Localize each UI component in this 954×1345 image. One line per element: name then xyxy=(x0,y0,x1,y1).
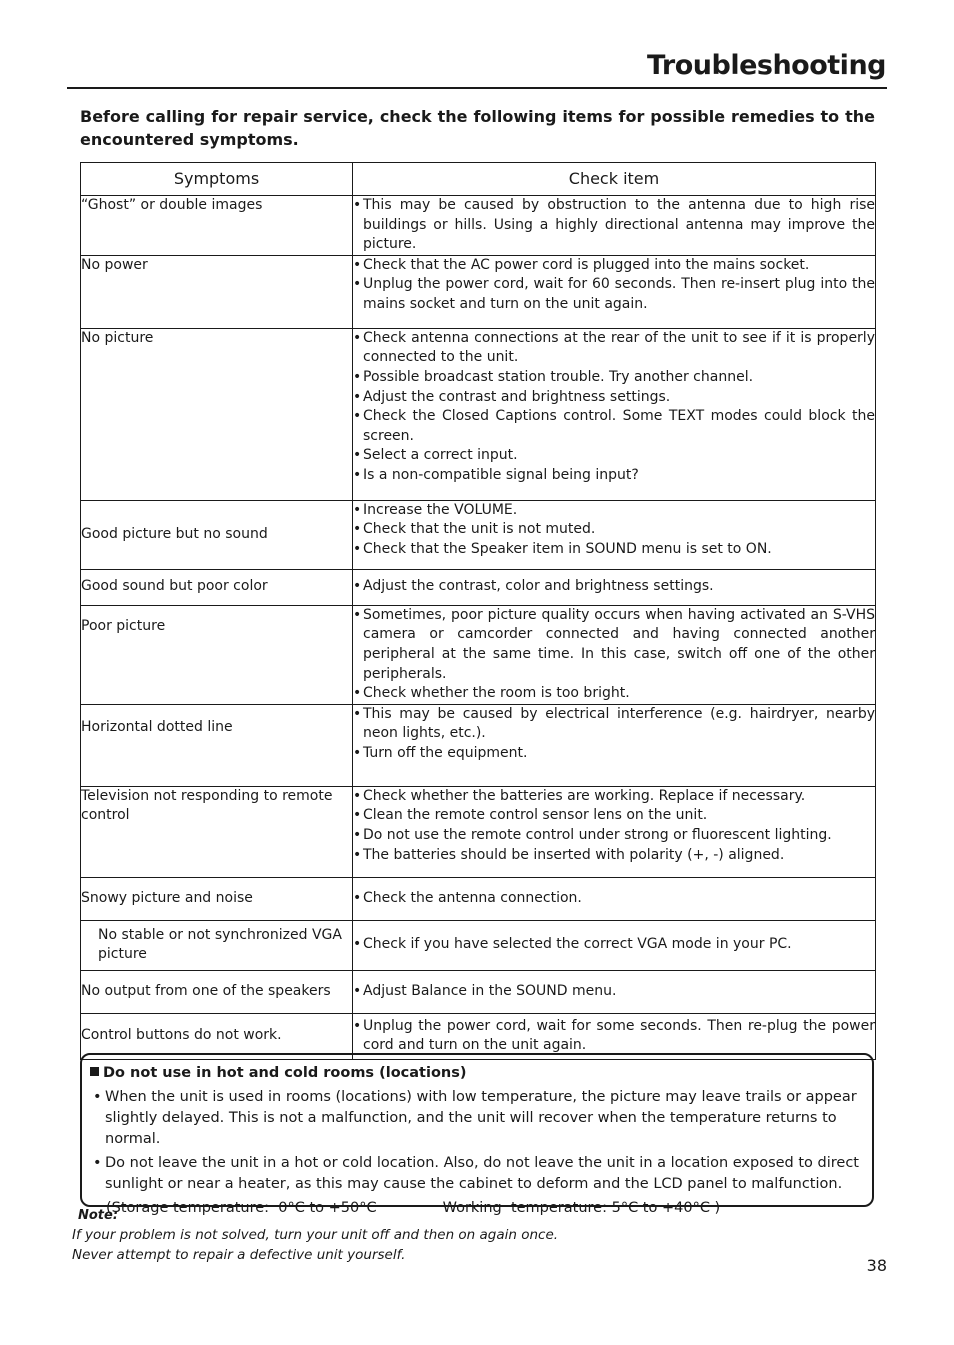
table-row xyxy=(81,255,876,328)
check-item: • Check whether the batteries are working. Replace if necessary. xyxy=(353,787,875,807)
table-row xyxy=(81,500,876,569)
check-item: • Adjust the contrast and brightness settings. xyxy=(353,388,875,408)
table-header-row xyxy=(81,163,876,196)
page-number: 38 xyxy=(866,1256,887,1275)
symptom-cell: Control buttons do not work. xyxy=(81,1013,353,1059)
check-item: • Check that the AC power cord is plugged into the mains socket. xyxy=(353,256,875,276)
check-item: • Check that the unit is not muted. xyxy=(353,520,875,540)
working-temperature: Working temperature: 5°C to +40°C ) xyxy=(442,1200,721,1216)
symptom-cell: No output from one of the speakers xyxy=(81,970,353,1013)
check-item: • Clean the remote control sensor lens on the unit. xyxy=(353,806,875,826)
check-item: • Check the antenna connection. xyxy=(353,889,875,909)
table-row xyxy=(81,196,876,256)
table-row xyxy=(81,704,876,786)
check-cell xyxy=(353,328,876,500)
check-item: • Unplug the power cord, wait for 60 seconds. Then re-insert plug into the mains socket and turn on the unit again. xyxy=(353,275,875,314)
check-item: • Increase the VOLUME. xyxy=(353,501,875,521)
check-cell xyxy=(353,704,876,786)
intro-text: Before calling for repair service, check the following items for possible remedies to the encountered symptoms. xyxy=(80,107,875,149)
check-item: • This may be caused by electrical interference (e.g. hairdryer, nearby neon lights, etc.). xyxy=(353,705,875,744)
check-item: • Select a correct input. xyxy=(353,446,875,466)
check-item: • The batteries should be inserted with polarity (+, -) aligned. xyxy=(353,846,875,866)
check-item: • Check whether the room is too bright. xyxy=(353,684,875,704)
check-cell xyxy=(353,569,876,605)
table-row xyxy=(81,920,876,970)
column-header-check-item: Check item xyxy=(353,163,876,196)
symptom-cell: Good picture but no sound xyxy=(81,500,353,569)
check-item: • Possible broadcast station trouble. Try another channel. xyxy=(353,368,875,388)
note-line: If your problem is not solved, turn your unit off and then on again once. xyxy=(72,1227,559,1243)
check-item: • Check that the Speaker item in SOUND menu is set to ON. xyxy=(353,540,875,560)
warning-bullet: • When the unit is used in rooms (locations) with low temperature, the picture may leave trails or appear slightly delayed. This is not a malfunction, and the unit will recover when the temperature returns to normal. xyxy=(90,1087,872,1150)
check-item: • Check the Closed Captions control. Some TEXT modes could block the screen. xyxy=(353,407,875,446)
table-row xyxy=(81,569,876,605)
symptom-cell: Snowy picture and noise xyxy=(81,877,353,920)
check-item: • Unplug the power cord, wait for some seconds. Then re-plug the power cord and turn on the unit again. xyxy=(353,1017,875,1056)
check-cell xyxy=(353,786,876,877)
page-title: Troubleshooting xyxy=(646,50,886,81)
check-item: • Is a non-compatible signal being input? xyxy=(353,466,875,486)
check-item: • This may be caused by obstruction to the antenna due to high rise buildings or hills. Using a highly directional antenna may improve the picture. xyxy=(353,196,875,255)
check-item: • Adjust the contrast, color and brightness settings. xyxy=(353,577,875,597)
symptom-cell: “Ghost” or double images xyxy=(81,196,353,256)
symptom-cell: Television not responding to remote control xyxy=(81,786,353,877)
warning-bullet: • Do not leave the unit in a hot or cold location. Also, do not leave the unit in a location exposed to direct sunlight or near a heater, as this may cause the cabinet to deform and the LCD panel to malfunction. xyxy=(90,1153,872,1195)
check-cell xyxy=(353,970,876,1013)
check-cell xyxy=(353,605,876,704)
table-row xyxy=(81,786,876,877)
check-cell xyxy=(353,920,876,970)
check-item: • Turn off the equipment. xyxy=(353,744,875,764)
temperature-line xyxy=(90,1198,872,1219)
symptom-cell: No picture xyxy=(81,328,353,500)
symptom-cell: Horizontal dotted line xyxy=(81,704,353,786)
symptom-cell: No power xyxy=(81,255,353,328)
note-line: Never attempt to repair a defective unit yourself. xyxy=(72,1247,406,1263)
check-cell xyxy=(353,877,876,920)
check-item: • Sometimes, poor picture quality occurs when having activated an S-VHS camera or camcorder connected and having connected another peripheral at the same time. In this case, switch off one of the other peripherals. xyxy=(353,606,875,684)
check-item: • Do not use the remote control under strong or fluorescent lighting. xyxy=(353,826,875,846)
warning-heading xyxy=(90,1063,872,1084)
check-item: • Adjust Balance in the SOUND menu. xyxy=(353,982,875,1002)
check-cell xyxy=(353,196,876,256)
column-header-symptoms: Symptoms xyxy=(81,163,353,196)
note-label: Note: xyxy=(78,1208,119,1223)
table-row xyxy=(81,605,876,704)
check-item: • Check if you have selected the correct VGA mode in your PC. xyxy=(353,935,875,955)
symptom-cell: Poor picture xyxy=(81,605,353,704)
symptom-cell: Good sound but poor color xyxy=(81,569,353,605)
table-row xyxy=(81,970,876,1013)
check-item: • Check antenna connections at the rear of the unit to see if it is properly connected to the unit. xyxy=(353,329,875,368)
check-cell xyxy=(353,255,876,328)
table-row xyxy=(81,328,876,500)
warning-heading-text: Do not use in hot and cold rooms (locations) xyxy=(103,1065,467,1081)
title-rule xyxy=(67,87,887,89)
check-cell xyxy=(353,500,876,569)
storage-temperature: (Storage temperature: 0°C to +50°C xyxy=(106,1200,377,1216)
square-bullet-icon xyxy=(90,1067,99,1076)
table-row xyxy=(81,877,876,920)
symptom-cell: No stable or not synchronized VGA picture xyxy=(81,920,353,970)
troubleshooting-table xyxy=(80,162,876,1060)
